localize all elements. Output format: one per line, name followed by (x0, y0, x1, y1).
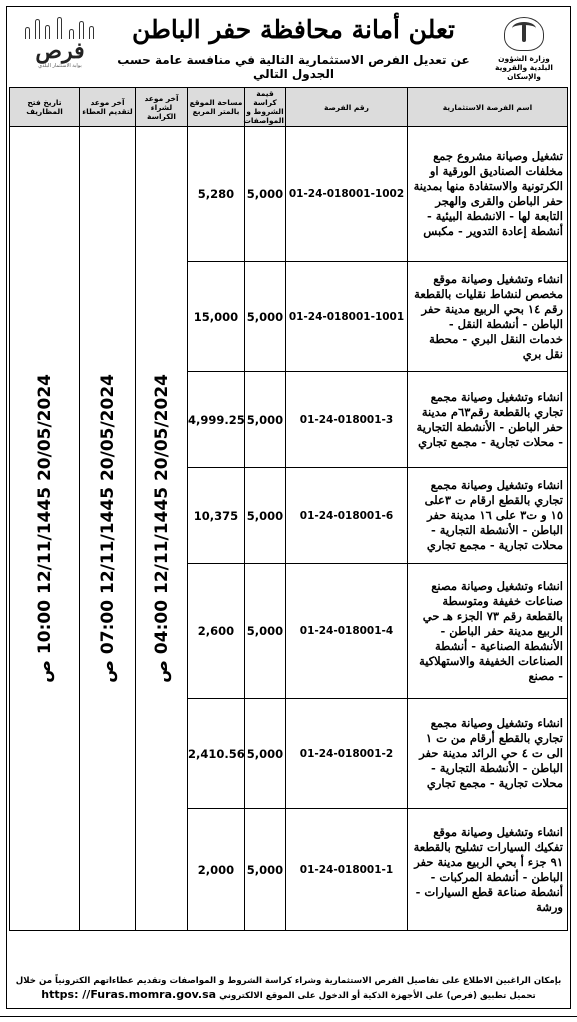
site-area: 10,375 (188, 468, 245, 564)
column-header: رقم الفرصة (286, 88, 408, 127)
opportunity-name: انشاء وتشغيل وصيانة مجمع تجاري بالقطع أرقام من ت ١ الى ت ٤ حي الرائد مدينة حفر الباطن - الأنشطة التجارية - محلات تجارية - مجمع تجاري (408, 699, 568, 809)
page-subtitle: عن تعديل الفرص الاستثمارية التالية في منافسة عامة حسب الجدول التالي (117, 53, 470, 81)
footer-note (11, 975, 566, 1003)
page-title: تعلن أمانة محافظة حفر الباطن (131, 15, 455, 44)
booklet-fee: 5,000 (245, 372, 286, 468)
booklet-fee: 5,000 (245, 564, 286, 699)
column-header: اسم الفرصة الاستثمارية (408, 88, 568, 127)
purchase-deadline-text: 20/05/2024 12/11/1445 04:00 ص (151, 374, 172, 683)
footer-line-1: بإمكان الراغبين الاطلاع على تفاصيل الفرص الاستثمارية وشراء كراسة الشروط و المواصفات وتقديم عطاءاتهم الكترونياً من خلال (15, 976, 562, 986)
ministry-logo (486, 17, 562, 81)
booklet-fee: 5,000 (245, 809, 286, 931)
ministry-name: وزارة الشؤون البلدية والقروية والإسكان (495, 54, 553, 81)
opportunity-number: 01-24-018001-1002 (286, 127, 408, 262)
header (7, 7, 570, 85)
opportunity-name: انشاء وتشغيل وصيانة مصنع صناعات خفيفة ومتوسطة بالقطعة رقم ٧٣ الجزء هـ حي الربيع مدينة حفر الباطن - الأنشطة الصناعية - أنشطة الصناعات الخفيفة والاستهلاكية - مصنع (408, 564, 568, 699)
submission-deadline-text: 20/05/2024 12/11/1445 07:00 ص (97, 374, 118, 683)
opportunity-name: انشاء وتشغيل وصيانة مجمع تجاري بالقطعة رقم٦٣م مدينة حفر الباطن - الأنشطة التجارية - محلات تجارية - مجمع تجاري (408, 372, 568, 468)
booklet-fee: 5,000 (245, 262, 286, 372)
opportunity-name: انشاء وتشغيل وصيانة مجمع تجاري بالقطع ارقام ت ٣على ١٥ و ت٣ على ١٦ مدينة حفر الباطن - الأنشطة التجارية - محلات تجارية - مجمع تجاري (408, 468, 568, 564)
booklet-fee: 5,000 (245, 699, 286, 809)
opportunity-name: تشغيل وصيانة مشروع جمع مخلفات الصناديق الورقية او الكرتونية والاستفادة منها بمدينة حفر الباطن والقرى والهجر التابعة لها - الانشطة البيئية - أنشطة إعادة التدوير - مكبس (408, 127, 568, 262)
saudi-emblem-icon (504, 17, 544, 51)
opportunity-number: 01-24-018001-6 (286, 468, 408, 564)
site-area: 2,000 (188, 809, 245, 931)
booklet-fee: 5,000 (245, 127, 286, 262)
opportunity-name: انشاء وتشغيل وصيانة موقع مخصص لنشاط نقليات بالقطعة رقم ١٤ بحي الربيع مدينة حفر الباطن - أنشطة النقل - خدمات النقل البري - محطة نقل بري (408, 262, 568, 372)
opportunity-number: 01-24-018001-4 (286, 564, 408, 699)
website-link[interactable]: https: //Furas.momra.gov.sa (41, 988, 217, 1001)
furas-logo (15, 15, 105, 70)
skyline-icon (21, 15, 99, 39)
announcement-frame (6, 6, 571, 1009)
site-area: 2,410.56 (188, 699, 245, 809)
furas-tagline: بوابة الاستثمار البلدي (38, 63, 82, 69)
footer-line-2-text: تحميل تطبيق (فرص) على الأجهزة الذكية أو الدخول على الموقع الالكتروني (219, 991, 536, 1001)
furas-logo-text: فرص (35, 38, 85, 64)
opening-date-text: 20/05/2024 12/11/1445 10:00 ص (34, 374, 55, 683)
site-area: 2,600 (188, 564, 245, 699)
opportunities-table (9, 87, 568, 931)
opportunity-number: 01-24-018001-3 (286, 372, 408, 468)
column-header: آخر موعد لتقديم العطاء (80, 88, 136, 127)
opportunity-number: 01-24-018001-2 (286, 699, 408, 809)
column-header: مساحة الموقع بالمتر المربع (188, 88, 245, 127)
column-header: آخر موعد لشراء الكراسة (136, 88, 188, 127)
site-area: 15,000 (188, 262, 245, 372)
footer-line-2 (11, 988, 566, 1003)
opportunity-number: 01-24-018001-1001 (286, 262, 408, 372)
column-header: قيمة كراسة الشروط و المواصفات (243, 89, 284, 125)
title-block (107, 13, 480, 81)
opportunity-number: 01-24-018001-1 (286, 809, 408, 931)
submission-deadline (80, 127, 136, 931)
booklet-fee: 5,000 (245, 468, 286, 564)
column-header: تاريخ فتح المظاريف (10, 88, 80, 127)
table-header-row (10, 88, 568, 127)
purchase-deadline (136, 127, 188, 931)
bottom-divider (0, 1016, 577, 1017)
site-area: 5,280 (188, 127, 245, 262)
opportunity-name: انشاء وتشغيل وصيانة موقع تفكيك السيارات تشليح بالقطعة ٩١ جزء أ بحي الربيع مدينة حفر الباطن - أنشطة المركبات - أنشطة صناعة قطع السيارات - ورشة (408, 809, 568, 931)
opening-date (10, 127, 80, 931)
site-area: 4,999.25 (188, 372, 245, 468)
table-row (10, 127, 568, 262)
